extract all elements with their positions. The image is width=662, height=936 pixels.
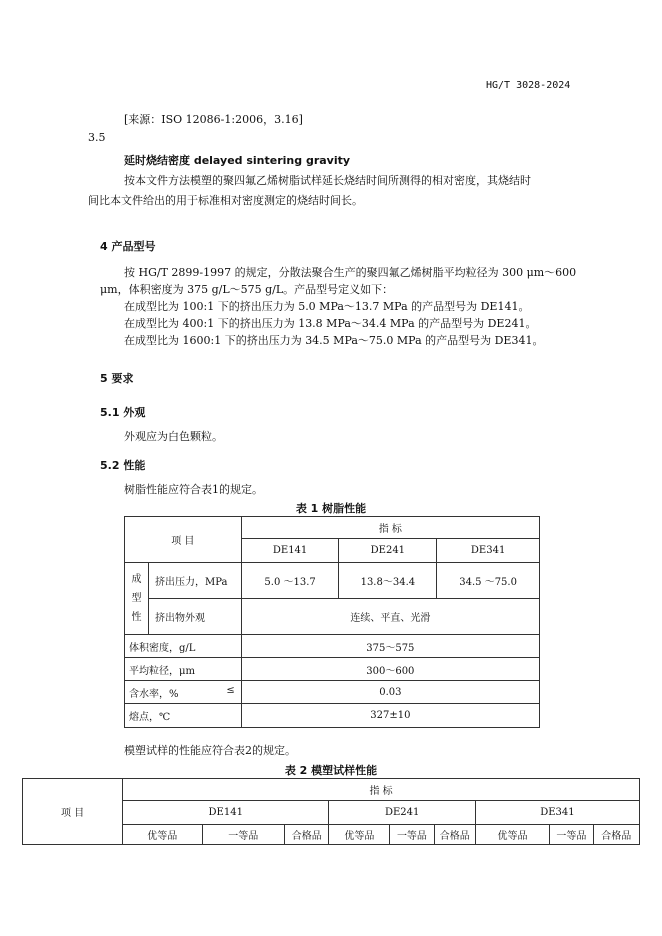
section-5-1-heading: 5.1 外观 <box>100 406 146 419</box>
section-3-5-term: 延时烧结密度 delayed sintering gravity <box>124 154 351 167</box>
table2-caption: 表 2 模塑试样性能 <box>284 764 378 777</box>
table2-item-header: 项 目 <box>23 779 123 845</box>
section-3-5-definition-line1: 按本文件方法模塑的聚四氟乙烯树脂试样延长烧结时间所测得的相对密度，其烧结时 <box>124 174 531 187</box>
table2-model-header: DE341 <box>475 801 639 825</box>
section-5-1-text: 外观应为白色颗粒。 <box>124 430 223 443</box>
table2-model-header: DE141 <box>123 801 329 825</box>
grade-header: 优等品 <box>475 825 549 845</box>
table1-model-header: DE141 <box>241 539 339 563</box>
le-symbol: ≤ <box>226 684 235 696</box>
row-label: 挤出压力，MPa <box>148 563 241 599</box>
section-5-2-text: 树脂性能应符合表1的规定。 <box>124 483 263 496</box>
grade-header: 合格品 <box>434 825 475 845</box>
cell-value: 300～600 <box>241 658 539 681</box>
model-definition-item: 在成型比为 1600:1 下的挤出压力为 34.5 MPa～75.0 MPa 的产品型号为 DE341。 <box>124 334 544 347</box>
section-4-heading: 4 产品型号 <box>100 240 156 253</box>
table1-group-label <box>125 563 149 635</box>
cell-value: 34.5 ～75.0 <box>437 563 540 599</box>
row-label: 熔点，℃ <box>125 704 242 728</box>
group-label-text: 成型性 <box>131 574 142 623</box>
cell-value: 连续、平直、光滑 <box>241 599 539 635</box>
row-label-cell <box>125 681 242 704</box>
grade-header: 一等品 <box>202 825 285 845</box>
table1-item-header: 项 目 <box>125 517 242 563</box>
section-3-5-number: 3.5 <box>88 131 106 144</box>
source-note: [来源：ISO 12086-1:2006，3.16] <box>124 113 303 126</box>
row-label: 体积密度，g/L <box>125 635 242 658</box>
faint-watermark <box>158 904 504 918</box>
table1-model-header: DE241 <box>339 539 437 563</box>
model-definition-item: 在成型比为 100:1 下的挤出压力为 5.0 MPa～13.7 MPa 的产品型号为 DE141。 <box>124 300 530 313</box>
section-3-5-definition-line2: 间比本文件给出的用于标准相对密度测定的烧结时间长。 <box>88 194 363 207</box>
cell-value: 13.8～34.4 <box>339 563 437 599</box>
table2-model-header: DE241 <box>329 801 475 825</box>
doc-number: HG/T 3028-2024 <box>486 80 571 91</box>
section-5-2-heading: 5.2 性能 <box>100 459 146 472</box>
model-definition-item: 在成型比为 400:1 下的挤出压力为 13.8 MPa～34.4 MPa 的产品型号为 DE241。 <box>124 317 537 330</box>
grade-header: 优等品 <box>329 825 390 845</box>
section-4-para-line1: 按 HG/T 2899-1997 的规定，分散法聚合生产的聚四氟乙烯树脂平均粒径为 300 μm～600 <box>124 266 577 279</box>
table1-index-header: 指 标 <box>241 517 539 539</box>
section-5-heading: 5 要求 <box>100 372 134 385</box>
table2-molded-specimen-properties <box>22 778 640 845</box>
grade-header: 一等品 <box>390 825 434 845</box>
grade-header: 合格品 <box>285 825 329 845</box>
table1-caption: 表 1 树脂性能 <box>295 502 367 515</box>
grade-header: 一等品 <box>550 825 593 845</box>
table1-model-header: DE341 <box>437 539 540 563</box>
section-4-para-line2: μm，体积密度为 375 g/L～575 g/L。产品型号定义如下： <box>100 283 394 296</box>
row-label: 含水率，% <box>129 688 179 700</box>
cell-value: 5.0 ～13.7 <box>241 563 339 599</box>
cell-value: 327±10 <box>241 704 539 728</box>
cell-value: 375～575 <box>241 635 539 658</box>
row-label: 挤出物外观 <box>148 599 241 635</box>
grade-header: 合格品 <box>593 825 640 845</box>
grade-header: 优等品 <box>123 825 202 845</box>
table2-index-header: 指 标 <box>123 779 640 801</box>
cell-value: 0.03 <box>241 681 539 704</box>
table1-resin-properties <box>124 516 540 728</box>
table2-intro: 模塑试样的性能应符合表2的规定。 <box>124 744 296 757</box>
row-label: 平均粒径，μm <box>125 658 242 681</box>
